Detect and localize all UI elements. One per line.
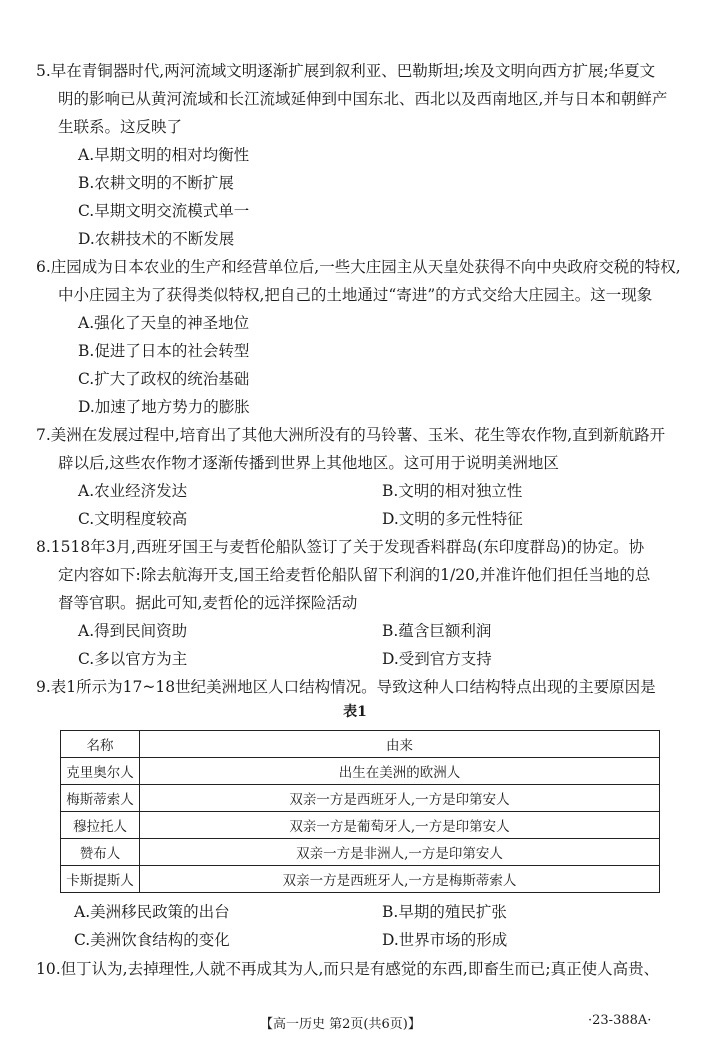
table-cell: 赞布人 [61,839,140,866]
table-cell: 穆拉托人 [61,812,140,839]
option-a: A.强化了天皇的神圣地位 [78,314,250,332]
option-b: B.文明的相对独立性 [382,482,523,500]
question-text: 10.但丁认为,去掉理性,人就不再成其为人,而只是有感觉的东西,即畜生而已;真正使人高贵、 [36,960,660,978]
question-text: 6.庄园成为日本农业的生产和经营单位后,一些大庄园主从天皇处获得不向中央政府交税的特权, [36,258,681,276]
option-c: C.早期文明交流模式单一 [78,202,250,220]
option-b: B.农耕文明的不断扩展 [78,174,234,192]
page-footer: 【高一历史 第2页(共6页)】 [260,1017,421,1032]
table-cell: 双亲一方是西班牙人,一方是梅斯蒂索人 [140,866,660,893]
question-6 [36,253,681,309]
option-a: A.农业经济发达 [78,482,188,500]
population-table [60,730,660,893]
question-9 [36,673,676,701]
option-a: A.得到民间资助 [78,622,188,640]
question-text: 9.表1所示为17~18世纪美洲地区人口结构情况。导致这种人口结构特点出现的主要原因是 [36,678,656,696]
option-c: C.扩大了政权的统治基础 [78,370,250,388]
option-b: B.蕴含巨额利润 [382,622,492,640]
table-cell: 克里奥尔人 [61,758,140,785]
option-d: D.加速了地方势力的膨胀 [78,398,250,416]
option-d: D.文明的多元性特征 [382,510,523,528]
question-text: 生联系。这反映了 [58,118,183,136]
option-d: D.农耕技术的不断发展 [78,230,235,248]
table-header: 由来 [140,731,660,758]
question-text: 定内容如下:除去航海开支,国王给麦哲伦船队留下利润的1/20,并准许他们担任当地的总 [58,566,651,584]
table-cell: 梅斯蒂索人 [61,785,140,812]
table-header-row [61,731,660,758]
option-c: C.美洲饮食结构的变化 [74,931,230,949]
question-text: 辟以后,这些农作物才逐渐传播到世界上其他地区。这可用于说明美洲地区 [58,454,559,472]
question-8 [36,533,676,617]
table-row [61,839,660,866]
table-cell: 卡斯提斯人 [61,866,140,893]
table-cell: 出生在美洲的欧洲人 [140,758,660,785]
paper-code: ·23-388A· [588,1013,652,1028]
option-b: B.促进了日本的社会转型 [78,342,250,360]
table-cell: 双亲一方是葡萄牙人,一方是印第安人 [140,812,660,839]
question-7 [36,421,676,477]
option-d: D.受到官方支持 [382,650,492,668]
table-header: 名称 [61,731,140,758]
option-b: B.早期的殖民扩张 [382,903,507,921]
table-cell: 双亲一方是西班牙人,一方是印第安人 [140,785,660,812]
option-a: A.美洲移民政策的出台 [74,903,230,921]
question-5 [36,57,676,141]
table-cell: 双亲一方是非洲人,一方是印第安人 [140,839,660,866]
table-row [61,812,660,839]
question-text: 7.美洲在发展过程中,培育出了其他大洲所没有的马铃薯、玉米、花生等农作物,直到新航路开 [36,426,666,444]
table-row [61,866,660,893]
question-text: 5.早在青铜器时代,两河流域文明逐渐扩展到叙利亚、巴勒斯坦;埃及文明向西方扩展;华夏文 [36,62,656,80]
option-d: D.世界市场的形成 [382,931,508,949]
question-10 [36,955,676,983]
option-c: C.文明程度较高 [78,510,188,528]
question-text: 明的影响已从黄河流域和长江流域延伸到中国东北、西北以及西南地区,并与日本和朝鲜产 [58,90,668,108]
table-row [61,758,660,785]
option-c: C.多以官方为主 [78,650,188,668]
table-row [61,785,660,812]
question-text: 督等官职。据此可知,麦哲伦的远洋探险活动 [58,594,358,612]
table-caption: 表1 [343,704,367,720]
question-text: 8.1518年3月,西班牙国王与麦哲伦船队签订了关于发现香料群岛(东印度群岛)的协定。协 [36,538,645,556]
question-text: 中小庄园主为了获得类似特权,把自己的土地通过“寄进”的方式交给大庄园主。这一现象 [58,286,653,304]
option-a: A.早期文明的相对均衡性 [78,146,250,164]
